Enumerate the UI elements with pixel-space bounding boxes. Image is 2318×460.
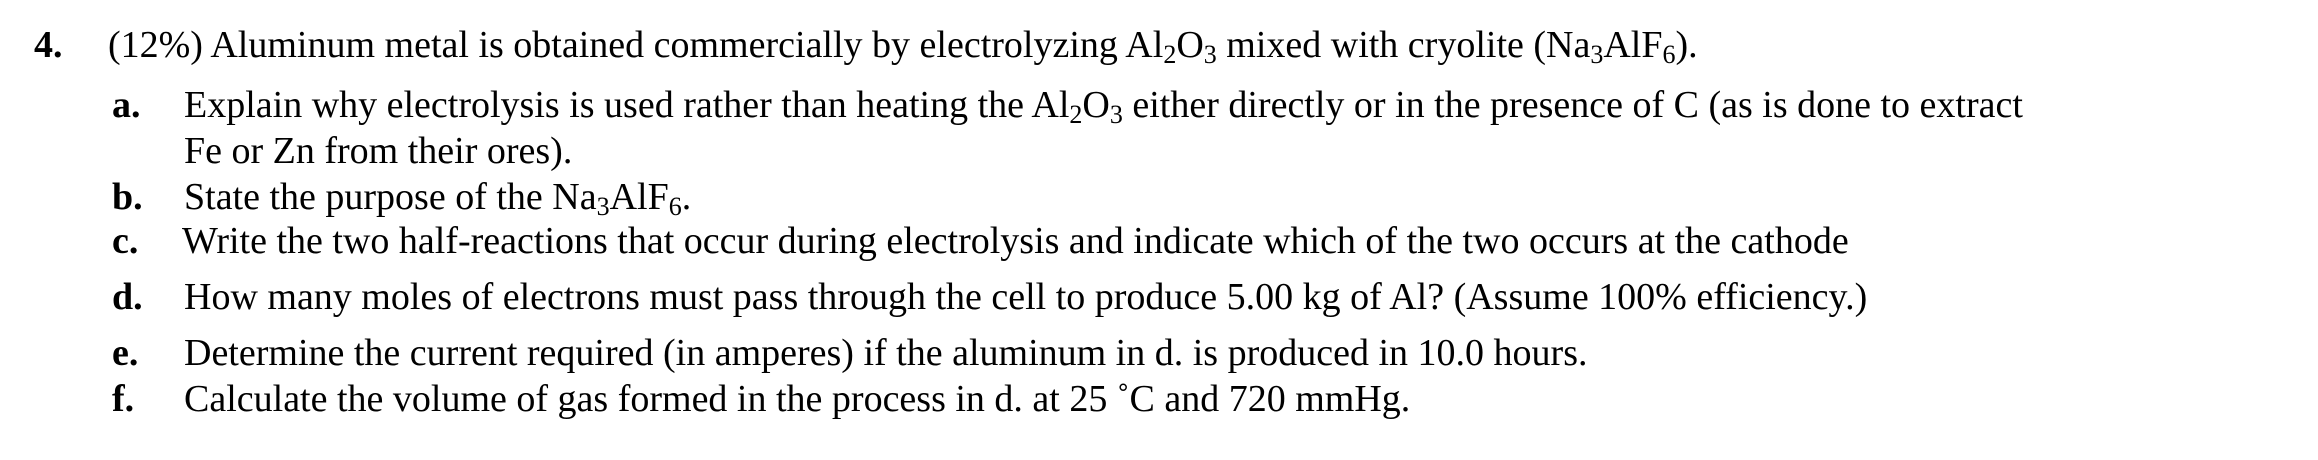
stem-sub-2: 3 [1203,40,1217,69]
stem-sub-3: 3 [1590,40,1604,69]
part-a-sub-1: 2 [1069,100,1083,129]
stem-text-1: (12%) Aluminum metal is obtained commercially by electrolyzing Al [108,24,1164,66]
part-a-text-3: either directly or in the presence of C (as is done to extract [1122,84,2023,126]
part-b-text [184,174,691,220]
part-b-text-2: AlF [609,176,669,218]
part-a-text-2: O [1082,84,1110,126]
part-f-text: Calculate the volume of gas formed in the process in d. at 25 ˚C and 720 mmHg. [184,378,1411,420]
part-b-text-3: . [681,176,692,218]
part-e-letter: e. [112,332,139,374]
part-b-text-1: State the purpose of the Na [184,176,597,218]
part-b-letter: b. [112,176,143,218]
part-e-text: Determine the current required (in amperes) if the aluminum in d. is produced in 10.0 hours. [184,332,1588,374]
part-d-text: How many moles of electrons must pass through the cell to produce 5.00 kg of Al? (Assume 100% efficiency.) [184,276,1868,318]
part-d-letter: d. [112,276,143,318]
part-a-line-1 [184,82,2023,128]
part-a-letter: a. [112,84,141,126]
stem-sub-4: 6 [1662,40,1676,69]
question-stem [108,22,1698,68]
part-b-sub-1: 3 [596,192,610,221]
part-f-letter: f. [112,378,135,420]
question-number: 4. [34,24,63,66]
part-c-letter: c. [112,220,139,262]
part-a-sub-2: 3 [1109,100,1123,129]
stem-text-2: O [1176,24,1204,66]
stem-text-4: AlF [1603,24,1663,66]
stem-text-5: ). [1675,24,1698,66]
part-b-sub-2: 6 [668,192,682,221]
stem-text-3: mixed with cryolite (Na [1216,24,1591,66]
part-c-text: Write the two half-reactions that occur during electrolysis and indicate which of the two occurs at the cathode [182,220,1849,262]
stem-sub-1: 2 [1163,40,1177,69]
part-a-line-2: Fe or Zn from their ores). [184,130,573,172]
part-a-text-1: Explain why electrolysis is used rather than heating the Al [184,84,1070,126]
